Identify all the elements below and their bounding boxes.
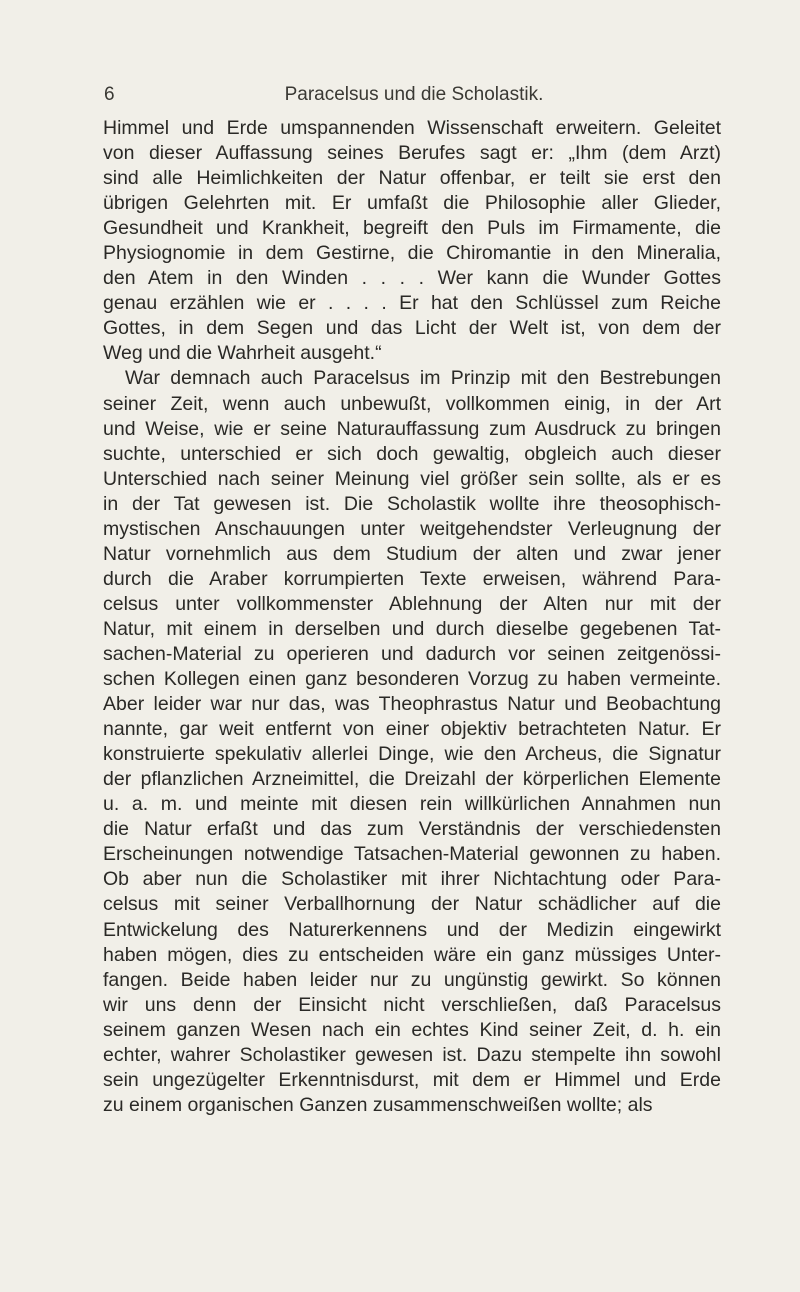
- text-line: übrigen Gelehrten mit. Er umfaßt die Philosophie aller Glieder,: [103, 192, 721, 215]
- text-line: Gottes, in dem Segen und das Licht der Welt ist, von dem der: [103, 317, 721, 340]
- text-line: Himmel und Erde umspannenden Wissenschaft erweitern. Geleitet: [103, 117, 721, 139]
- text-line: Natur, mit einem in derselben und durch dieselbe gegebenen Tat-: [103, 617, 721, 640]
- body-text: [103, 116, 721, 1118]
- text-line: die Natur erfaßt und das zum Verständnis der verschiedensten: [103, 818, 721, 841]
- text-line: Ob aber nun die Scholastiker mit ihrer Nichtachtung oder Para-: [103, 868, 721, 891]
- running-head: Paracelsus und die Scholastik.: [284, 84, 544, 105]
- text-line: und Weise, wie er seine Naturauffassung zum Ausdruck zu bringen: [103, 417, 721, 440]
- text-line: wir uns denn der Einsicht nicht verschließen, daß Paracelsus: [103, 993, 721, 1016]
- text-line: echter, wahrer Scholastiker gewesen ist. Dazu stempelte ihn sowohl: [103, 1043, 721, 1066]
- text-line: Natur vornehmlich aus dem Studium der alten und zwar jener: [103, 542, 721, 565]
- text-line: in der Tat gewesen ist. Die Scholastik wollte ihre theosophisch-: [103, 492, 721, 515]
- text-line: der pflanzlichen Arzneimittel, die Dreizahl der körperlichen Elemente: [103, 768, 721, 791]
- text-line: u. a. m. und meinte mit diesen rein willkürlichen Annahmen nun: [103, 793, 721, 816]
- text-line: Weg und die Wahrheit ausgeht.“: [103, 342, 382, 365]
- page-header: [104, 84, 724, 112]
- text-line: fangen. Beide haben leider nur zu ungünstig gewirkt. So können: [103, 968, 721, 991]
- text-line: Physiognomie in dem Gestirne, die Chiromantie in den Mineralia,: [103, 242, 721, 265]
- text-line: nannte, gar weit entfernt von einer objektiv betrachteten Natur. Er: [103, 718, 721, 741]
- text-line: zu einem organischen Ganzen zusammenschweißen wollte; als: [103, 1093, 653, 1116]
- text-line: durch die Araber korrumpierten Texte erweisen, während Para-: [103, 567, 721, 590]
- text-line: celsus mit seiner Verballhornung der Natur schädlicher auf die: [103, 893, 721, 916]
- text-line: sind alle Heimlichkeiten der Natur offenbar, er teilt sie erst den: [103, 167, 721, 190]
- text-line: Unterschied nach seiner Meinung viel größer sein sollte, als er es: [103, 467, 721, 490]
- page-number: 6: [104, 84, 115, 105]
- text-line: genau erzählen wie er . . . . Er hat den Schlüssel zum Reiche: [103, 292, 721, 315]
- text-line: sachen-Material zu operieren und dadurch vor seinen zeitgenössi-: [103, 642, 721, 665]
- text-line: celsus unter vollkommenster Ablehnung der Alten nur mit der: [103, 592, 721, 615]
- text-line: Erscheinungen notwendige Tatsachen-Material gewonnen zu haben.: [103, 843, 721, 866]
- text-line: War demnach auch Paracelsus im Prinzip mit den Bestrebungen: [125, 367, 721, 390]
- text-line: konstruierte spekulativ allerlei Dinge, wie den Archeus, die Signatur: [103, 743, 721, 766]
- text-line: suchte, unterschied er sich doch gewaltig, obgleich auch dieser: [103, 442, 721, 465]
- text-line: Entwickelung des Naturerkennens und der Medizin eingewirkt: [103, 918, 721, 941]
- text-line: den Atem in den Winden . . . . Wer kann die Wunder Gottes: [103, 267, 721, 290]
- text-line: haben mögen, dies zu entscheiden wäre ein ganz müssiges Unter-: [103, 943, 721, 966]
- text-line: Aber leider war nur das, was Theophrastus Natur und Beobachtung: [103, 693, 721, 716]
- text-line: mystischen Anschauungen unter weitgehendster Verleugnung der: [103, 517, 721, 540]
- text-line: schen Kollegen einen ganz besonderen Vorzug zu haben vermeinte.: [103, 668, 721, 691]
- text-line: sein ungezügelter Erkenntnisdurst, mit dem er Himmel und Erde: [103, 1068, 721, 1091]
- text-line: seiner Zeit, wenn auch unbewußt, vollkommen einig, in der Art: [103, 392, 721, 415]
- text-line: seinem ganzen Wesen nach ein echtes Kind seiner Zeit, d. h. ein: [103, 1018, 721, 1041]
- text-line: von dieser Auffassung seines Berufes sagt er: „Ihm (dem Arzt): [103, 142, 721, 165]
- text-line: Gesundheit und Krankheit, begreift den Puls im Firmamente, die: [103, 217, 721, 240]
